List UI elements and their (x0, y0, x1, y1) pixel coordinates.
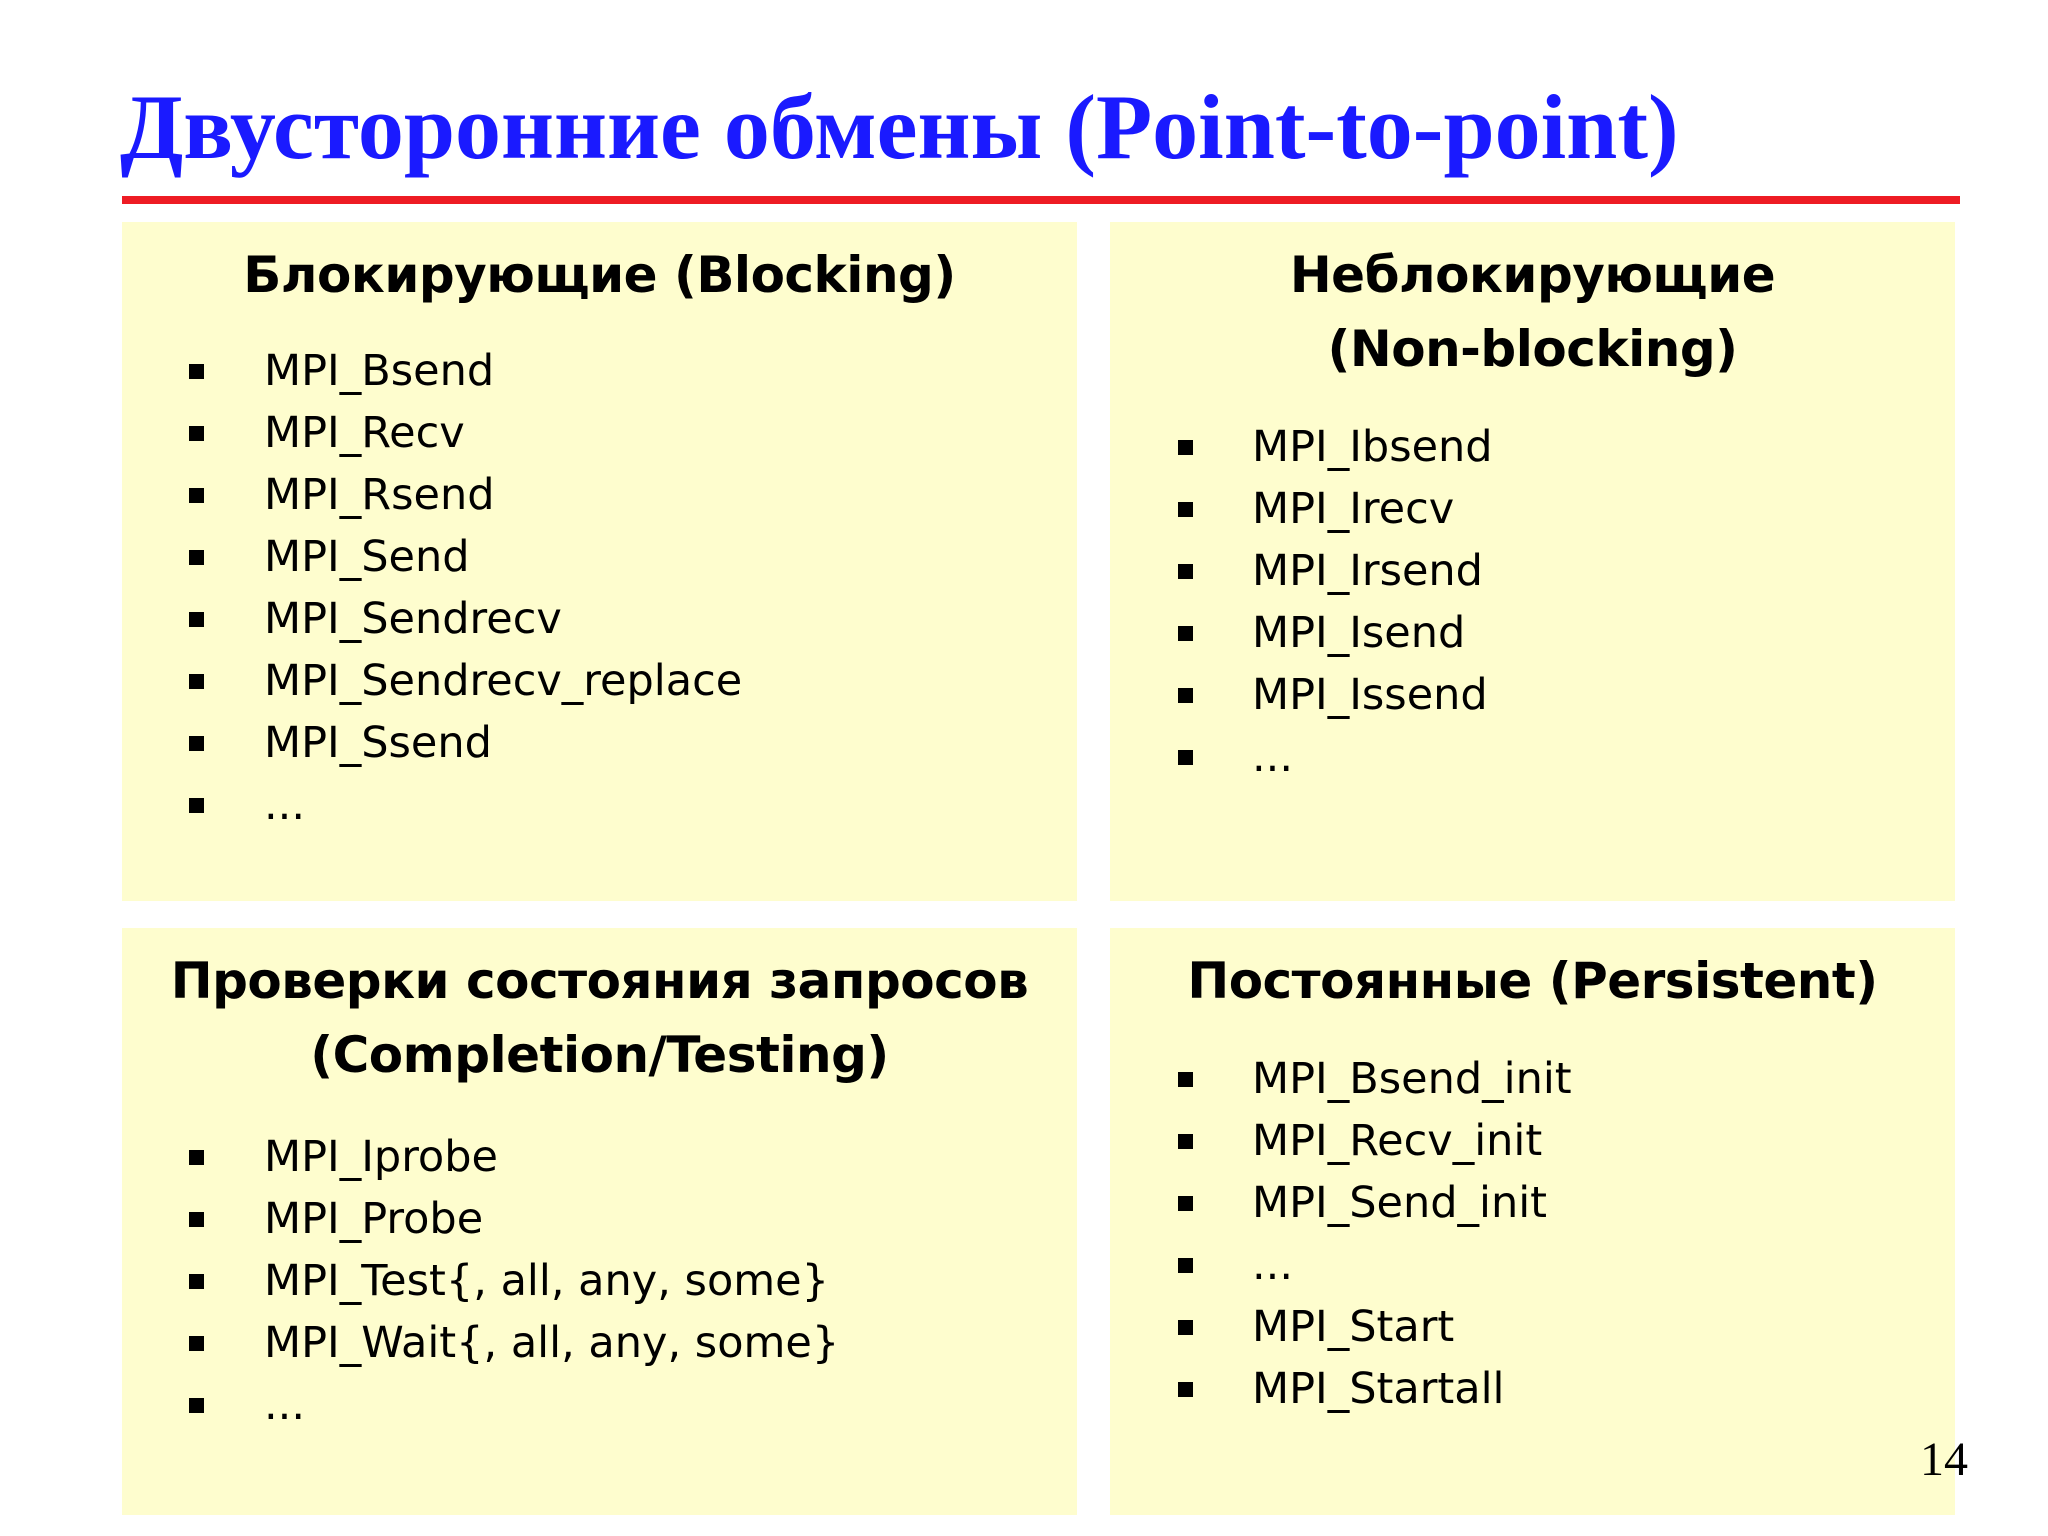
list-item (1110, 540, 1955, 602)
list-item-text: MPI_Send (264, 532, 470, 582)
nonblocking-list (1110, 416, 1955, 788)
square-bullet-icon (1178, 1258, 1193, 1273)
list-item-text: ... (1252, 732, 1294, 782)
list-item-text: MPI_Wait{, all, any, some} (264, 1318, 840, 1368)
list-item (1110, 664, 1955, 726)
panel-heading-line: Постоянные (Persistent) (1187, 952, 1878, 1010)
list-item-text: MPI_Irecv (1252, 484, 1455, 534)
square-bullet-icon (1178, 440, 1193, 455)
list-item (1110, 1234, 1955, 1296)
panel-heading-line: (Non-blocking) (1327, 320, 1738, 378)
list-item (122, 1250, 1077, 1312)
list-item-text: MPI_Ibsend (1252, 422, 1493, 472)
list-item-text: ... (1252, 1240, 1294, 1290)
square-bullet-icon (1178, 1134, 1193, 1149)
square-bullet-icon (189, 488, 204, 503)
list-item-text: MPI_Irsend (1252, 546, 1483, 596)
list-item-text: MPI_Rsend (264, 470, 495, 520)
square-bullet-icon (189, 1274, 204, 1289)
blocking-list (122, 340, 1077, 836)
panel-heading (1110, 222, 1955, 386)
list-item-text: MPI_Isend (1252, 608, 1466, 658)
list-item (122, 712, 1077, 774)
list-item (122, 464, 1077, 526)
panel-heading-line: Проверки состояния запросов (170, 952, 1029, 1010)
square-bullet-icon (1178, 564, 1193, 579)
square-bullet-icon (189, 1212, 204, 1227)
panel-heading (1110, 928, 1955, 1018)
square-bullet-icon (189, 674, 204, 689)
list-item-text: MPI_Recv_init (1252, 1116, 1543, 1166)
list-item (122, 774, 1077, 836)
list-item (1110, 1048, 1955, 1110)
square-bullet-icon (1178, 1196, 1193, 1211)
list-item-text: MPI_Ssend (264, 718, 492, 768)
list-item-text: MPI_Send_init (1252, 1178, 1548, 1228)
list-item (122, 1188, 1077, 1250)
list-item (1110, 1296, 1955, 1358)
panel-completion (122, 928, 1077, 1515)
list-item-text: MPI_Issend (1252, 670, 1488, 720)
square-bullet-icon (1178, 1320, 1193, 1335)
page-number: 14 (1920, 1433, 1968, 1486)
square-bullet-icon (189, 426, 204, 441)
list-item-text: MPI_Sendrecv_replace (264, 656, 743, 706)
square-bullet-icon (1178, 750, 1193, 765)
list-item (122, 588, 1077, 650)
list-item-text: MPI_Bsend (264, 346, 495, 396)
list-item (122, 526, 1077, 588)
persistent-list (1110, 1048, 1955, 1420)
list-item (122, 1374, 1077, 1436)
panel-persistent (1110, 928, 1955, 1515)
square-bullet-icon (189, 550, 204, 565)
list-item (1110, 478, 1955, 540)
list-item (122, 1312, 1077, 1374)
list-item-text: MPI_Start (1252, 1302, 1455, 1352)
panel-heading-line: Неблокирующие (1289, 246, 1776, 304)
list-item-text: MPI_Test{, all, any, some} (264, 1256, 829, 1306)
square-bullet-icon (1178, 1072, 1193, 1087)
list-item (1110, 726, 1955, 788)
panel-heading (122, 928, 1077, 1092)
list-item (122, 650, 1077, 712)
square-bullet-icon (189, 612, 204, 627)
list-item-text: ... (264, 780, 306, 830)
square-bullet-icon (1178, 688, 1193, 703)
list-item (1110, 1172, 1955, 1234)
list-item-text: ... (264, 1380, 306, 1430)
square-bullet-icon (1178, 626, 1193, 641)
square-bullet-icon (1178, 1382, 1193, 1397)
panel-heading (122, 222, 1077, 312)
square-bullet-icon (189, 1398, 204, 1413)
slide-title: Двусторонние обмены (Point-to-point) (120, 76, 1679, 178)
list-item-text: MPI_Bsend_init (1252, 1054, 1572, 1104)
list-item (1110, 416, 1955, 478)
list-item-text: MPI_Probe (264, 1194, 484, 1244)
list-item (122, 340, 1077, 402)
square-bullet-icon (189, 1150, 204, 1165)
list-item-text: MPI_Iprobe (264, 1132, 498, 1182)
panel-nonblocking (1110, 222, 1955, 901)
list-item-text: MPI_Recv (264, 408, 465, 458)
list-item (1110, 1358, 1955, 1420)
square-bullet-icon (189, 1336, 204, 1351)
square-bullet-icon (189, 736, 204, 751)
list-item-text: MPI_Startall (1252, 1364, 1505, 1414)
list-item (122, 402, 1077, 464)
list-item (1110, 602, 1955, 664)
square-bullet-icon (189, 798, 204, 813)
panel-blocking (122, 222, 1077, 901)
list-item (1110, 1110, 1955, 1172)
panel-heading-line: (Completion/Testing) (310, 1026, 889, 1084)
list-item (122, 1126, 1077, 1188)
title-underline (122, 196, 1960, 204)
square-bullet-icon (189, 364, 204, 379)
list-item-text: MPI_Sendrecv (264, 594, 562, 644)
completion-list (122, 1126, 1077, 1436)
panel-heading-line: Блокирующие (Blocking) (243, 246, 956, 304)
square-bullet-icon (1178, 502, 1193, 517)
